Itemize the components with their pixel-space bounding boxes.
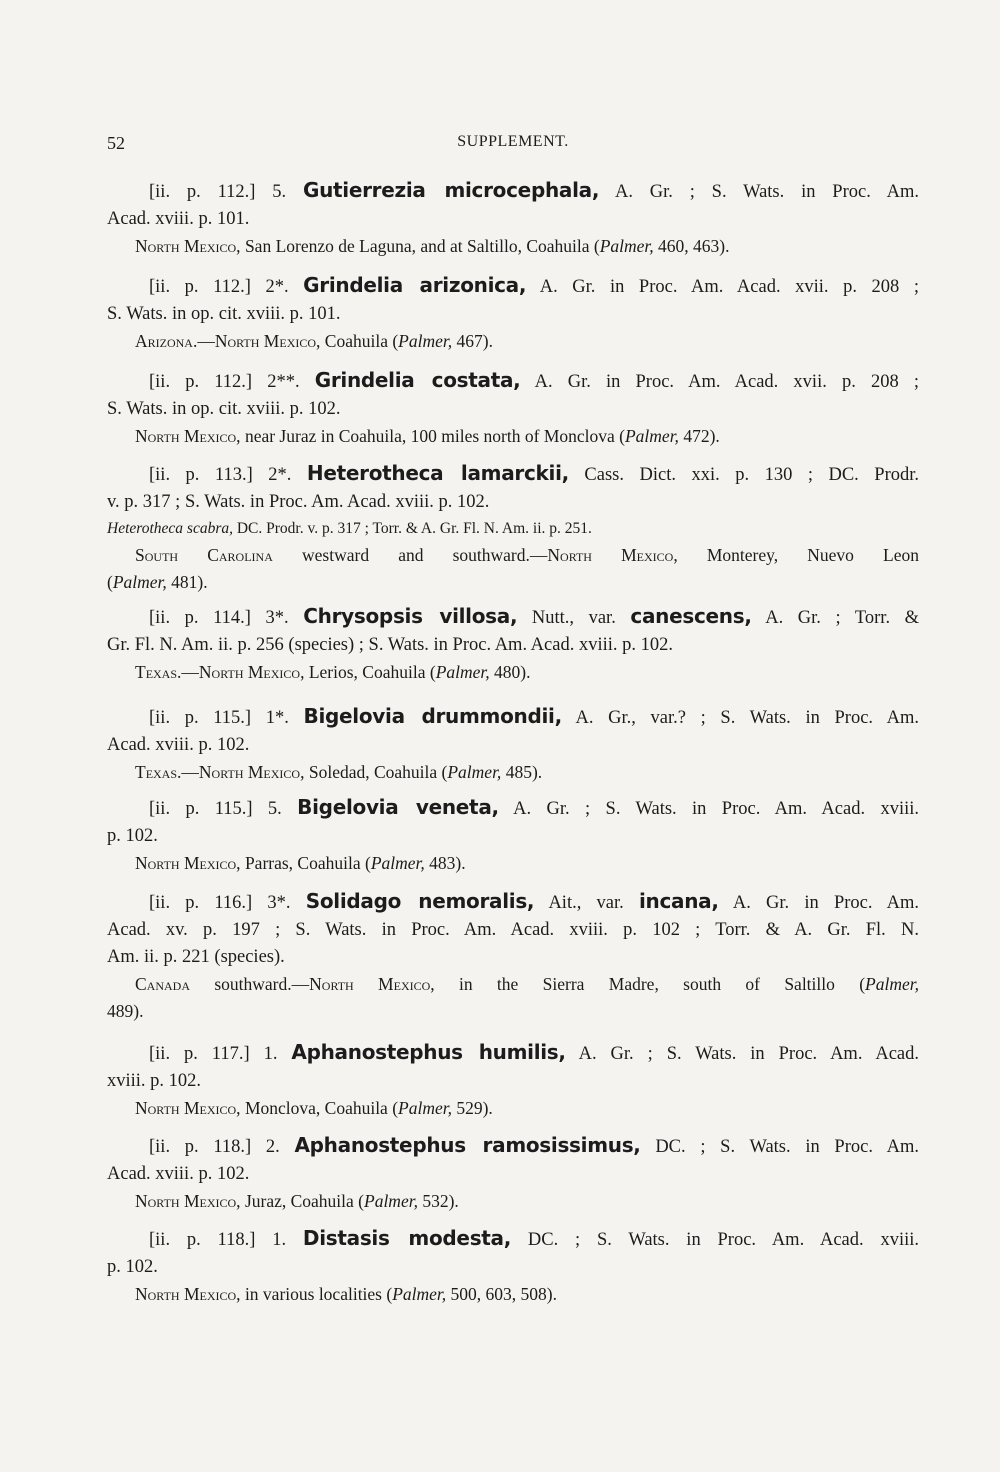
synonym: Heterotheca scabra, DC. Prodr. v. p. 317 ; Torr. & A. Gr. Fl. N. Am. ii. p. 251.: [107, 520, 592, 537]
species-number: 2*.: [268, 465, 292, 485]
page-reference: [ii. p. 112.]: [149, 277, 251, 297]
species-number: 2**.: [267, 372, 300, 392]
species-name: Gutierrezia microcephala,: [302, 178, 600, 202]
species-name: Bigelovia veneta,: [297, 795, 499, 819]
species-number: 1*.: [265, 708, 289, 728]
page-reference: [ii. p. 113.]: [149, 465, 253, 485]
species-entry: [107, 794, 919, 877]
citation: A. Gr. ; Torr. &: [765, 608, 920, 628]
locality: Arizona.—North Mexico, Coahuila (Palmer, 467).: [135, 331, 493, 351]
citation: A. Gr., var.? ; S. Wats. in Proc. Am.: [575, 708, 920, 728]
species-name: Distasis modesta,: [302, 1226, 512, 1250]
species-entry: [107, 1132, 919, 1215]
citation-cont: p. 102.: [107, 1257, 158, 1277]
locality: North Mexico, Juraz, Coahuila (Palmer, 532).: [135, 1191, 459, 1211]
species-number: 3*.: [265, 608, 289, 628]
variety-name: canescens,: [630, 604, 752, 628]
species-entry: [107, 703, 919, 786]
locality: North Mexico, near Juraz in Coahuila, 100 miles north of Monclova (Palmer, 472).: [135, 426, 720, 446]
citation-cont: Acad. xv. p. 197 ; S. Wats. in Proc. Am. Acad. xviii. p. 102 ; Torr. & A. Gr. Fl. N.: [107, 920, 919, 940]
citation-cont: p. 102.: [107, 826, 158, 846]
citation-cont: Acad. xviii. p. 102.: [107, 1164, 250, 1184]
citation: A. Gr. in Proc. Am. Acad. xvii. p. 208 ;: [534, 372, 919, 392]
species-entry: [107, 1039, 919, 1122]
species-name: Bigelovia drummondii,: [303, 704, 562, 728]
locality: North Mexico, in various localities (Palmer, 500, 603, 508).: [135, 1284, 557, 1304]
page-reference: [ii. p. 115.]: [149, 799, 253, 819]
species-name: Aphanostephus ramosissimus,: [294, 1133, 641, 1157]
species-number: 2*.: [265, 277, 289, 297]
page-reference: [ii. p. 112.]: [149, 372, 253, 392]
page-reference: [ii. p. 118.]: [149, 1230, 256, 1250]
species-name: Chrysopsis villosa,: [303, 604, 518, 628]
citation-cont: v. p. 317 ; S. Wats. in Proc. Am. Acad. xviii. p. 102.: [107, 492, 490, 512]
locality: North Mexico, San Lorenzo de Laguna, and at Saltillo, Coahuila (Palmer, 460, 463).: [135, 236, 730, 256]
species-entry: [107, 460, 919, 596]
species-number: 1.: [263, 1044, 278, 1064]
locality: Texas.—North Mexico, Soledad, Coahuila (Palmer, 485).: [135, 762, 543, 782]
species-entry: [ii. p. 114.] 3*. Chrysopsis villosa, Nutt., var. canescens, A. Gr. ; Torr. & Gr. Fl. N. Am. ii. p. 256 (species) ; S. Wats. in Proc. Am. Acad. xviii. p. 102. Texas.—North Mexico, Lerios, Coahuila (Palmer, 480).: [107, 603, 919, 686]
species-name: Solidago nemoralis,: [305, 889, 535, 913]
citation: Cass. Dict. xxi. p. 130 ; DC. Prodr.: [584, 465, 920, 485]
species-number: 3*.: [267, 893, 291, 913]
citation-cont: Acad. xviii. p. 102.: [107, 735, 250, 755]
locality-cont: 489).: [107, 1001, 144, 1021]
citation-cont: Gr. Fl. N. Am. ii. p. 256 (species) ; S. Wats. in Proc. Am. Acad. xviii. p. 102.: [107, 635, 674, 655]
species-number: 1.: [272, 1230, 287, 1250]
variety-name: incana,: [638, 889, 719, 913]
citation: A. Gr. ; S. Wats. in Proc. Am. Acad.: [578, 1044, 920, 1064]
citation: A. Gr. ; S. Wats. in Proc. Am.: [614, 182, 919, 202]
species-entry: [107, 177, 919, 260]
page-reference: [ii. p. 115.]: [149, 708, 252, 728]
locality-cont: (Palmer, 481).: [107, 572, 208, 592]
species-entry: [ii. p. 116.] 3*. Solidago nemoralis, Ait., var. incana, A. Gr. in Proc. Am. Acad. xv. p. 197 ; S. Wats. in Proc. Am. Acad. xviii. p. 102 ; Torr. & A. Gr. Fl. N. Am. ii. p. 221 (species). Canada southward.—North Mexico, in the Sierra Madre, south of Saltillo (Palmer, 489).: [107, 888, 919, 1025]
species-number: 2.: [265, 1137, 280, 1157]
species-name: Grindelia costata,: [314, 368, 521, 392]
page-number: 52: [107, 133, 125, 153]
species-name: Heterotheca lamarckii,: [306, 461, 569, 485]
locality: South Carolina westward and southward.—North Mexico, Monterey, Nuevo Leon: [135, 545, 920, 565]
citation-cont: Am. ii. p. 221 (species).: [107, 947, 285, 967]
page-reference: [ii. p. 118.]: [149, 1137, 252, 1157]
species-number: 5.: [267, 799, 282, 819]
citation-cont: S. Wats. in op. cit. xviii. p. 102.: [107, 399, 341, 419]
citation-cont: xviii. p. 102.: [107, 1071, 202, 1091]
citation: A. Gr. in Proc. Am. Acad. xvii. p. 208 ;: [539, 277, 919, 297]
page-reference: [ii. p. 116.]: [149, 893, 253, 913]
citation: DC. ; S. Wats. in Proc. Am. Acad. xviii.: [527, 1230, 919, 1250]
page-reference: [ii. p. 117.]: [149, 1044, 250, 1064]
locality: North Mexico, Parras, Coahuila (Palmer, 483).: [135, 853, 466, 873]
species-entry: [107, 1225, 919, 1308]
running-head: SUPPLEMENT.: [457, 133, 569, 150]
page-reference: [ii. p. 112.]: [149, 182, 256, 202]
species-name: Grindelia arizonica,: [303, 273, 527, 297]
locality: Texas.—North Mexico, Lerios, Coahuila (Palmer, 480).: [135, 662, 531, 682]
citation: A. Gr. in Proc. Am.: [732, 893, 920, 913]
citation: A. Gr. ; S. Wats. in Proc. Am. Acad. xviii.: [513, 799, 919, 819]
species-entry: [107, 367, 919, 450]
species-number: 5.: [272, 182, 287, 202]
page-reference: [ii. p. 114.]: [149, 608, 251, 628]
species-name: Aphanostephus humilis,: [291, 1040, 566, 1064]
locality: North Mexico, Monclova, Coahuila (Palmer, 529).: [135, 1098, 493, 1118]
citation-cont: S. Wats. in op. cit. xviii. p. 101.: [107, 304, 341, 324]
locality: Canada southward.—North Mexico, in the Sierra Madre, south of Saltillo (Palmer,: [135, 974, 919, 994]
page-header: [107, 133, 919, 157]
citation: DC. ; S. Wats. in Proc. Am.: [655, 1137, 920, 1157]
species-entry: [107, 272, 919, 355]
citation-cont: Acad. xviii. p. 101.: [107, 209, 250, 229]
